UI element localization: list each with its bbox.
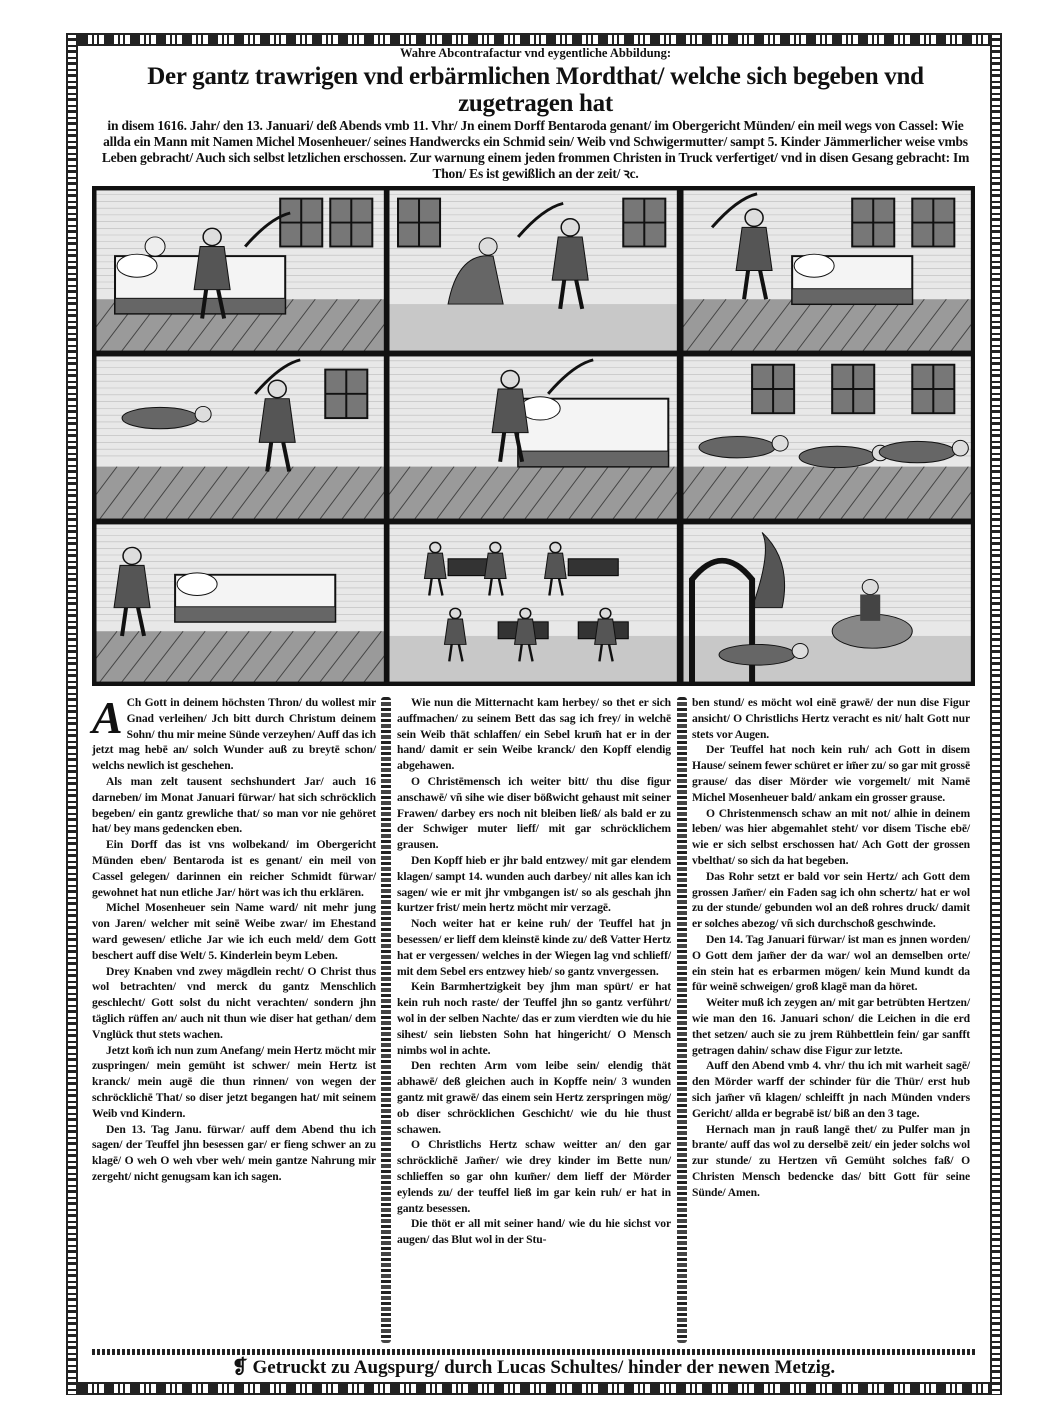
ground — [388, 304, 678, 352]
figure-body — [492, 389, 528, 433]
pillow — [117, 254, 157, 277]
header-intro: Wahre Abcontrafactur vnd eygentliche Abbildung: — [399, 46, 672, 60]
figure-head — [550, 542, 561, 552]
woodcut-panel-3 — [682, 189, 972, 352]
stanza: Drey Knaben vnd zwey mägdlein recht/ O Christ thus wol betrachten/ vnd merck du gantz Menschlich geschlecht/ Gott solst du nicht verachten/ sondern jhn täglich rüffen an/ auch nit thun wie diser hat gethan/ dem Vnglück thut stets wachen. — [92, 964, 376, 1041]
figure-head — [792, 643, 808, 658]
stanza: ben stund/ es möcht wol einē grawē/ der nun dise Figur ansicht/ O Christlichs Hertz veracht es nit/ halt Gott nur stets vor Augen. — [692, 696, 970, 741]
stanza: Hernach man jn rauß langē thet/ zu Pulfer man jn brante/ auff das wol zu derselbē zeit/ ein jeder solchs wol zur stunde/ zu Hertzen vñ Gemüht solches faß/ O Christen Mensch bedencke das/ bitt Gott für seine Sünde/ Amen. — [692, 1122, 970, 1199]
stanza-text: Ch Gott in deinem höchsten Thron/ du wollest mir Gnad verleihen/ Jch bitt durch Christum deinem Sohn/ thu mir meine Sünde verzeyhen/ Auff das ich jetzt mag hebē an/ solch Wunder auß zu breytē schon/ welchs newlich ist geschehen. — [92, 696, 376, 773]
broadsheet-subtitle: in disem 1616. Jahr/ den 13. Januari/ deß Abends vmb 11. Vhr/ Jn einem Dorff Bentaroda genant/ im Obergericht Münden/ ein meil wegs von Cassel: Wie allda ein Mann mit Namen Michel Mosenheuer/ seines Handwercks ein Schmid sein/ Weib vnd Schwigermutter/ sampt 5. Kinder Jämmerlicher weise vmbs Leben gebracht/ Auch sich selbst letzlichen erschossen. Zur warnung einem jeden frommen Christen in Truck verfertiget/ vnd in disen Gesang gebracht: Im Thon/ Es ist gewißlich an der zeit/ ꝛc. — [101, 118, 970, 181]
figure-body — [259, 399, 295, 443]
woodcut-panel-2 — [388, 189, 678, 352]
figure-body — [545, 553, 567, 578]
stanza: Ein Dorff das ist vns wolbekand/ im Obergericht Münden eben/ Bentaroda ist es genant/ ein meil von Cassel gelegen/ darinnen ein reicher Schmidt fürwar/ gewohnet hat nun etliche Jar/ hört was ich thu erklären. — [92, 838, 376, 899]
text-column-3 — [692, 695, 970, 1201]
woodcut-panel-5 — [388, 355, 678, 520]
figure-head — [600, 608, 611, 618]
figure-body — [515, 619, 537, 644]
figure-body — [485, 553, 507, 578]
broadsheet-header — [88, 46, 983, 182]
text-column-2 — [397, 695, 671, 1248]
footer-ornament-rule — [92, 1349, 975, 1355]
stanza: Den 14. Tag Januari fürwar/ ist man es jnnen worden/ O Gott dem jam̃er der da war/ wol an demselben orte/ ein stein hat es erbarmen mögen/ kein Mund kundt da für weinē schweigen/ groß klagē man da höret. — [692, 932, 970, 994]
woodcut-panel-6 — [682, 355, 972, 520]
left-ornamental-border — [66, 33, 78, 1395]
woodcut-panel-9 — [682, 523, 972, 683]
imprint-text: Getruckt zu Augspurg/ durch Lucas Schultes/ hinder der newen Metzig. — [252, 1357, 836, 1378]
woodcut-drawing — [95, 355, 385, 520]
coffin — [569, 559, 619, 576]
woodcut-drawing — [388, 189, 678, 352]
stanza: Die thöt er all mit seiner hand/ wie du hie sichst vor augen/ das Blut wol in der Stu- — [397, 1217, 671, 1247]
column-ornament-divider — [381, 697, 391, 1343]
bed-frame — [518, 451, 668, 467]
floor — [682, 299, 972, 352]
stanza: Jetzt kom̃ ich nun zum Anefang/ mein Hertz möcht mir zuspringen/ mein gemüht ist schwer/ mein Hertz ist kranck/ mein augē die thun rinnen/ von wegen der schröcklichē That/ so diser jetzt begangen hat/ mit seinem Weib vnd Kindern. — [92, 1043, 376, 1120]
figure-head — [745, 209, 763, 226]
woodcut-drawing — [95, 523, 385, 683]
woodcut-illustrations — [92, 186, 975, 686]
stanza: Noch weiter hat er keine ruh/ der Teuffel hat jn besessen/ er lieff dem kleinstē kinde zu/ deß Vatter Hertz hat er vergessen/ welches in der Wiegen lag vnd schlieff/ mit dem Sebel ers entzwey hieb/ so gantz vnvergessen. — [397, 917, 671, 978]
figure-body — [719, 644, 795, 665]
figure-head — [203, 228, 221, 245]
woodcut-drawing — [388, 355, 678, 520]
figure-head — [479, 238, 497, 255]
figure-body — [736, 227, 772, 270]
figure-body — [114, 565, 150, 607]
stanza — [92, 692, 376, 774]
figure-head — [490, 542, 501, 552]
floor — [682, 467, 972, 520]
woodcut-panel-1 — [95, 189, 385, 352]
floor — [388, 467, 678, 520]
stanza: O Christlichs Hertz schaw weitter an/ den gar schröcklichē Jam̃er/ wie drey kinder im Bette nun/ schlieffen so gar ohn kum̃er/ dem lieff der Mörder eylends zu/ der teuffel ließ im gar kein ruh/ er hat in gantz besessen. — [397, 1138, 671, 1215]
figure-body — [122, 407, 198, 428]
drop-cap: A — [92, 692, 123, 743]
figure-head — [501, 371, 519, 388]
pillow — [177, 573, 217, 596]
stanza: Das Rohr setzt er bald vor sein Hertz/ ach Gott dem grossen Jam̃er/ ein Faden sag ich ohn schertz/ hat er wol zu der stunde/ gebunden wol an deß rohres druck/ damit er solches abezog/ vñ sich durchschoß geschwinde. — [692, 869, 970, 931]
floor — [95, 467, 385, 520]
stanza: O Christēmensch ich weiter bitt/ thu dise figur anschawē/ vñ sihe wie diser bößwicht gehaust mit seiner Frawen/ darbey ers noch nit bleiben ließ/ als bald er zu der Schwiger muter lieff/ mit gar schröcklichem grausen. — [397, 774, 671, 852]
figure-body — [425, 553, 447, 578]
stanza: Den rechten Arm vom leibe sein/ elendig thät abhawē/ deß gleichen auch in Kopffe nein/ 3 wunden gantz mit grawē/ das einem sein Hertz zerspringen mög/ ob diser schröcklichen Geschicht/ wie du hie thust schawen. — [397, 1059, 671, 1136]
woodcut-drawing — [682, 355, 972, 520]
woodcut-drawing — [682, 523, 972, 683]
figure-body — [699, 437, 775, 458]
bed-frame — [115, 298, 285, 313]
figure-head — [268, 380, 286, 397]
printer-imprint — [92, 1357, 975, 1379]
figure-head — [562, 219, 580, 236]
figure-head — [772, 436, 788, 452]
stanza: Kein Barmhertzigkeit bey jhm man spürt/ er hat kein ruh noch raste/ der Teuffel jhn so gantz verführt/ wol in der selben Nachte/ das er zum vierdten wie du hie sihest/ sein liebsten Sohn hat hingericht/ O Mensch nimbs wol in achte. — [397, 980, 671, 1057]
stanza: Wie nun die Mitternacht kam herbey/ so thet er sich auffmachen/ zu seinem Bett das sag ich frey/ in welchē sein Weib thät schlaffen/ ein Sebel krum̃ hat er in der hand/ damit er sein Weibe kranck/ den Kopff elendig abgehawen. — [397, 696, 671, 773]
stanza: Den Kopff hieb er jhr bald entzwey/ mit gar elendem klagen/ sampt 14. wunden auch darbey/ nit alles kan ich sagen/ wie er mit jhr vmbgangen ist/ so als geschah jhn kurtzer frist/ mein hertz möcht mir verzagē. — [397, 853, 671, 915]
stanza: Als man zelt tausent sechshundert Jar/ auch 16 darneben/ im Monat Januari fürwar/ hat sich schröcklich begeben/ ein gantz grewliche that/ so man vor nie gehöret hat/ bey mans gedencken eben. — [92, 774, 376, 836]
figure-body — [879, 441, 955, 462]
floor — [95, 631, 385, 683]
figure-body — [595, 619, 617, 644]
figure-head — [430, 542, 441, 552]
stanza: Den 13. Tag Janu. fürwar/ auff dem Abend thu ich sagen/ der Teuffel jhn besessen gar/ er fieng schwer an zu klagē/ O weh O weh vber weh/ mein gantze Nahrung mir zergeht/ nicht genugsam kan ich sagen. — [92, 1122, 376, 1183]
pilcrow-icon: ❡ — [231, 1357, 248, 1378]
stanza: Der Teuffel hat noch kein ruh/ ach Gott in disem Hause/ seinem fewer schüret er im̃er zu/ so gar mit grossē grause/ das diser Mörder wie vorgemelt/ mit Namē Michel Mosenheuer bald/ ankam ein grosser grause. — [692, 743, 970, 804]
figure-head — [195, 406, 211, 422]
stanza: Auff den Abend vmb 4. vhr/ thu ich mit warheit sagē/ den Mörder warff der schinder für die Thür/ erst hub sich jam̃er vñ klagen/ schleifft jn nach Münden vnders Gericht/ allda er begrabē ist/ biß an den 3 tage. — [692, 1059, 970, 1120]
right-ornamental-border — [990, 33, 1002, 1395]
figure-body — [445, 619, 467, 644]
woodcut-panel-4 — [95, 355, 385, 520]
figure-head — [145, 237, 165, 256]
figure-body — [860, 595, 880, 621]
broadsheet-title: Der gantz trawrigen vnd erbärmlichen Mordthat/ welche sich begeben vnd zugetragen hat — [147, 63, 924, 117]
figure-head — [862, 579, 878, 594]
pillow — [794, 254, 834, 277]
figure-head — [450, 608, 461, 618]
top-ornamental-border — [66, 33, 1002, 46]
stanza: O Christenmensch schaw an mit not/ alhie in deinem leben/ was hier abgemahlet steht/ vor disem Tische ebē/ wie er sich selbst erschossen hat/ Ach Gott der grossen vbelthat/ so sich da hat begeben. — [692, 806, 970, 867]
figure-body — [194, 247, 230, 290]
bottom-ornamental-border — [66, 1382, 1002, 1395]
figure-body — [799, 446, 875, 467]
figure-body — [553, 237, 589, 280]
woodcut-panel-7 — [95, 523, 385, 683]
figure-head — [123, 547, 141, 564]
woodcut-panel-8 — [388, 523, 678, 683]
stanza: Weiter muß ich zeygen an/ mit gar betrübten Hertzen/ wie man den 16. Januari schon/ die Leichen in die erd thet setzen/ auch sie zu jrem Rühbettlein fein/ gar sanfft getragen dahin/ schaw dise Figur zur letzte. — [692, 996, 970, 1057]
figure-head — [520, 608, 531, 618]
figure-head — [952, 440, 968, 456]
woodcut-drawing — [95, 189, 385, 352]
bed-frame — [792, 289, 912, 304]
woodcut-drawing — [388, 523, 678, 683]
text-column-1 — [92, 692, 376, 1185]
bed-frame — [175, 607, 335, 622]
stanza: Michel Mosenheuer sein Name ward/ nit mehr jung von Jaren/ welcher mit seinē Weibe zwar/ im Ehestand ward gewesen/ etliche Jar wie ich euch meld/ dem Gott beschert auff dise Welt/ 5. Kinderlein beym Leben. — [92, 901, 376, 962]
column-ornament-divider — [677, 697, 687, 1343]
woodcut-drawing — [682, 189, 972, 352]
